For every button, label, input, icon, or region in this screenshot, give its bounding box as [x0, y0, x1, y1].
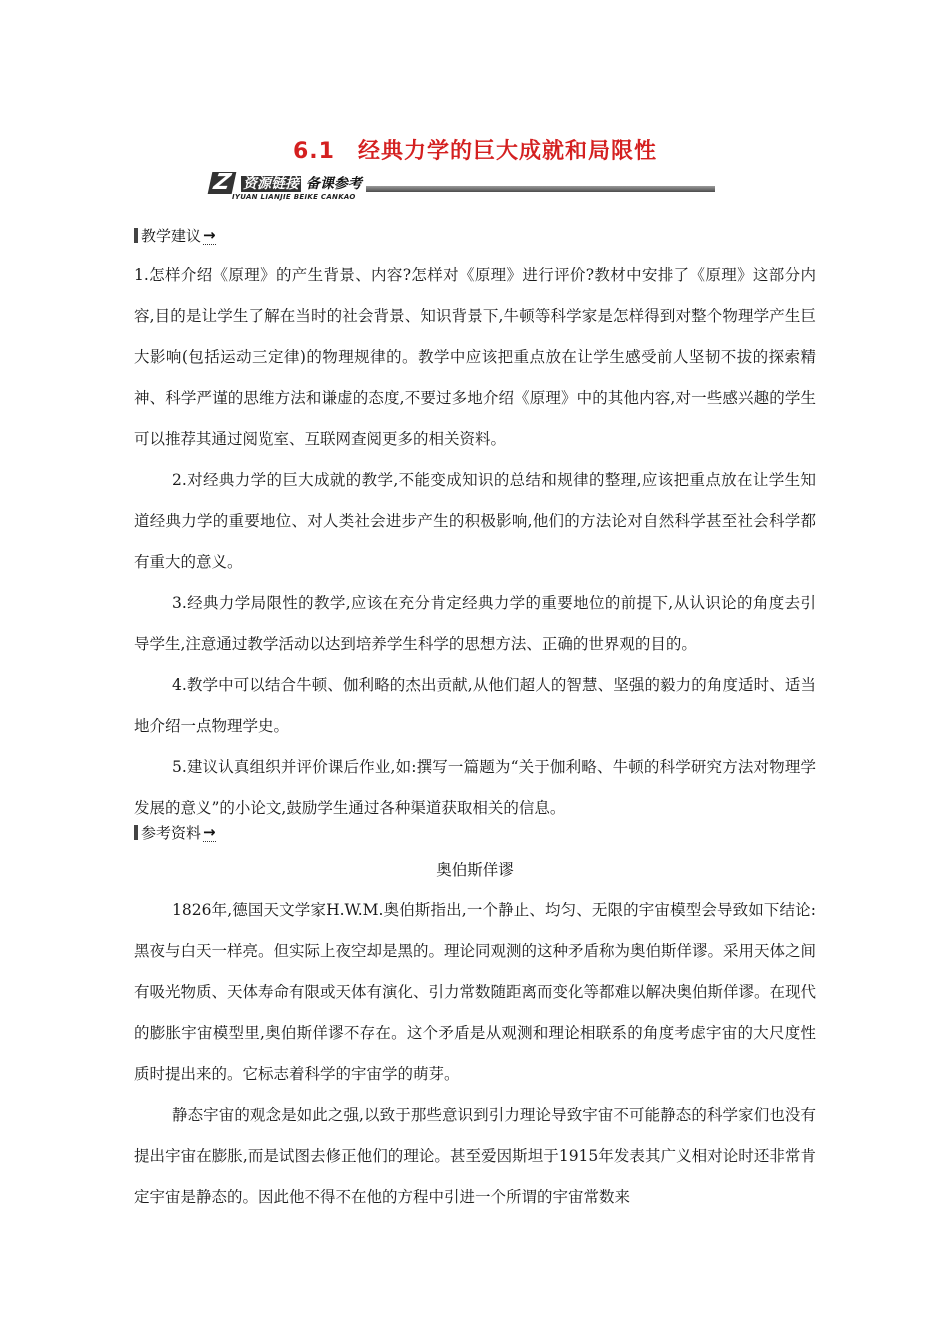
section-heading-references	[134, 822, 216, 843]
arrow-icon: →	[203, 823, 216, 841]
teaching-paragraph-3: 3.经典力学局限性的教学,应该在充分肯定经典力学的重要地位的前提下,从认识论的角度去引导学生,注意通过教学活动以达到培养学生科学的思想方法、正确的世界观的目的。	[134, 594, 816, 653]
teaching-paragraph-1: 1.怎样介绍《原理》的产生背景、内容?怎样对《原理》进行评价?教材中安排了《原理》这部分内容,目的是让学生了解在当时的社会背景、知识背景下,牛顿等科学家是怎样得到对整个物理学产生巨大影响(包括运动三定律)的物理规律的。教学中应该把重点放在让学生感受前人坚韧不拔的探索精神、科学严谨的思维方法和谦虚的态度,不要过多地介绍《原理》中的其他内容,对一些感兴趣的学生可以推荐其通过阅览室、互联网查阅更多的相关资料。	[134, 266, 816, 448]
page-title: 6.1 经典力学的巨大成就和局限性	[293, 139, 657, 164]
banner-z-logo: Z	[208, 172, 237, 194]
banner-text-part1: 资源链接	[243, 176, 299, 192]
section-marker-icon	[134, 228, 138, 243]
section-heading-teaching	[134, 225, 216, 246]
section-heading-label: 教学建议	[141, 227, 202, 245]
section-marker-icon	[134, 825, 138, 840]
arrow-icon: →	[203, 226, 216, 244]
reference-paragraph-1: 1826年,德国天文学家H.W.M.奥伯斯指出,一个静止、均匀、无限的宇宙模型会导致如下结论:黑夜与白天一样亮。但实际上夜空却是黑的。理论同观测的这种矛盾称为奥伯斯佯谬。采用天体之间有吸光物质、天体寿命有限或天体有演化、引力常数随距离而变化等都难以解决奥伯斯佯谬。在现代的膨胀宇宙模型里,奥伯斯佯谬不存在。这个矛盾是从观测和理论相联系的角度考虑宇宙的大尺度性质时提出来的。它标志着科学的宇宙学的萌芽。	[134, 901, 817, 1083]
resource-banner	[210, 172, 715, 204]
reference-paragraph-2: 静态宇宙的观念是如此之强,以致于那些意识到引力理论导致宇宙不可能静态的科学家们也没有提出宇宙在膨胀,而是试图去修正他们的理论。甚至爱因斯坦于1915年发表其广义相对论时还非常肯定宇宙是静态的。因此他不得不在他的方程中引进一个所谓的宇宙常数来	[134, 1106, 816, 1206]
teaching-paragraph-2: 2.对经典力学的巨大成就的教学,不能变成知识的总结和规律的整理,应该把重点放在让学生知道经典力学的重要地位、对人类社会进步产生的积极影响,他们的方法论对自然科学甚至社会科学都有重大的意义。	[134, 471, 816, 571]
banner-text-part2: 备课参考	[305, 176, 362, 192]
teaching-paragraph-4: 4.教学中可以结合牛顿、伽利略的杰出贡献,从他们超人的智慧、坚强的毅力的角度适时、适当地介绍一点物理学史。	[134, 676, 816, 735]
article-subtitle: 奥伯斯佯谬	[436, 861, 514, 879]
section-heading-label: 参考资料	[141, 824, 202, 842]
banner-chinese-text	[237, 173, 366, 193]
banner-pinyin-text: IYUAN LIANJIE BEIKE CANKAO	[232, 193, 356, 201]
teaching-paragraph-5: 5.建议认真组织并评价课后作业,如:撰写一篇题为“关于伽利略、牛顿的科学研究方法对物理学发展的意义”的小论文,鼓励学生通过各种渠道获取相关的信息。	[134, 758, 816, 817]
